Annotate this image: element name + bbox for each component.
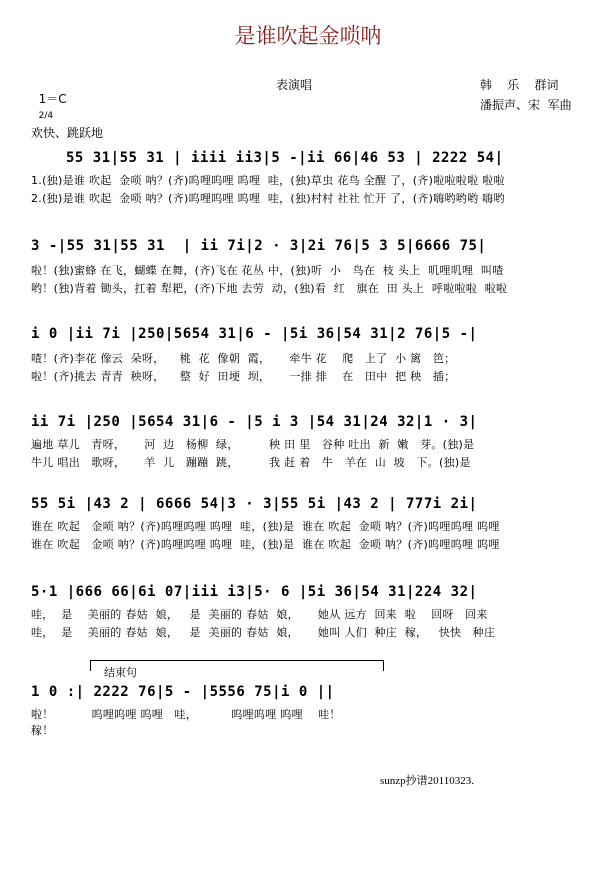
notes-line: 1 0 :| 2222 76|5 - |5556 75|i 0 || — [31, 684, 335, 700]
lyric-line: 谁在 吹起 金唢 呐？(齐)呜哩呜哩 呜哩 哇，(独)是 谁在 吹起 金唢 呐？(齐)呜哩呜哩 呜哩 — [31, 520, 500, 533]
lyric-line: 哇， 是 美丽的 春姑 娘， 是 美丽的 春姑 娘， 她从 远方 回来 啦 回呀 回来 — [31, 608, 488, 621]
key-signature — [31, 76, 67, 121]
lyric-line: 哇， 是 美丽的 春姑 娘， 是 美丽的 春姑 娘， 她叫 人们 种庄 稼， 快快 种庄 — [31, 626, 496, 639]
lyric-line: 啦！(齐)挑去 青青 秧呀， 整 好 田埂 坝， 一排 排 在 田中 把 秧 插； — [31, 370, 456, 383]
lyric-line: 遍地 草儿 青呀， 河 边 杨柳 绿， 秧 田 里 谷种 吐出 新 嫩 芽。(独)是 — [31, 438, 475, 451]
key-text: 1＝C — [38, 92, 67, 106]
notes-line: 55 31|55 31 | iiii ii3|5 -|ii 66|46 53 | 2222 54| — [66, 150, 504, 166]
tempo-marking: 欢快、跳跃地 — [31, 126, 104, 140]
lyric-line: 稼！ — [31, 724, 54, 737]
composer-credit: 潘振声、宋 军曲 — [480, 98, 572, 112]
notes-line: 55 5i |43 2 | 6666 54|3 · 3|55 5i |43 2 | 777i 2i| — [31, 496, 478, 512]
notes-line: 3 -|55 31|55 31 | ii 7i|2 · 3|2i 76|5 3 5|6666 75| — [31, 238, 487, 254]
notes-line: ii 7i |250 |5654 31|6 - |5 i 3 |54 31|24 32|1 · 3| — [31, 414, 478, 430]
lyric-line: 喳！(齐)李花 像云 朵呀， 桃 花 像朝 霞， 牵牛 花 爬 上了 小 篱 笆； — [31, 352, 456, 365]
song-title: 是谁吹起金唢呐 — [234, 24, 382, 48]
lyricist-credit: 韩 乐 群词 — [480, 78, 559, 92]
lyric-line: 啦！ 呜哩呜哩 呜哩 哇， 呜哩呜哩 呜哩 哇！ — [31, 708, 341, 721]
notes-line: 5·1 |666 66|6i 07|iii i3|5· 6 |5i 36|54 31|224 32| — [31, 584, 478, 600]
lyric-line: 哟！(独)背着 锄头，扛着 犁耙，(齐)下地 去劳 动，(独)看 红 旗在 田 头上 呼啦啦啦 啦啦 — [31, 282, 508, 295]
lyric-line: 2.(独)是谁 吹起 金唢 呐？(齐)呜哩呜哩 呜哩 哇，(独)村村 社社 忙开 了，(齐)嗨哟哟哟 嗨哟 — [31, 192, 505, 205]
lyric-line: 谁在 吹起 金唢 呐？(齐)呜哩呜哩 呜哩 哇，(独)是 谁在 吹起 金唢 呐？(齐)呜哩呜哩 呜哩 — [31, 538, 500, 551]
performance-type: 表演唱 — [276, 78, 313, 92]
time-signature: 2/4 — [38, 111, 54, 121]
ending-label: 结束句 — [104, 666, 137, 679]
lyric-line: 1.(独)是谁 吹起 金唢 呐？(齐)呜哩呜哩 呜哩 哇，(独)草虫 花鸟 全醒 了，(齐)啦啦啦啦 啦啦 — [31, 174, 505, 187]
notes-line: i 0 |ii 7i |250|5654 31|6 - |5i 36|54 31|2 76|5 -| — [31, 326, 478, 342]
transcriber-note: sunzp抄谱20110323. — [380, 775, 475, 787]
lyric-line: 牛儿 唱出 歌呀， 羊 儿 蹦蹦 跳， 我 赶 着 牛 羊在 山 坡 下。(独)是 — [31, 456, 471, 469]
lyric-line: 啦！(独)蜜蜂 在飞，蝴蝶 在舞，(齐)飞在 花丛 中，(独)听 小 鸟在 枝 头上 叽哩叽哩 叫喳 — [31, 264, 504, 277]
